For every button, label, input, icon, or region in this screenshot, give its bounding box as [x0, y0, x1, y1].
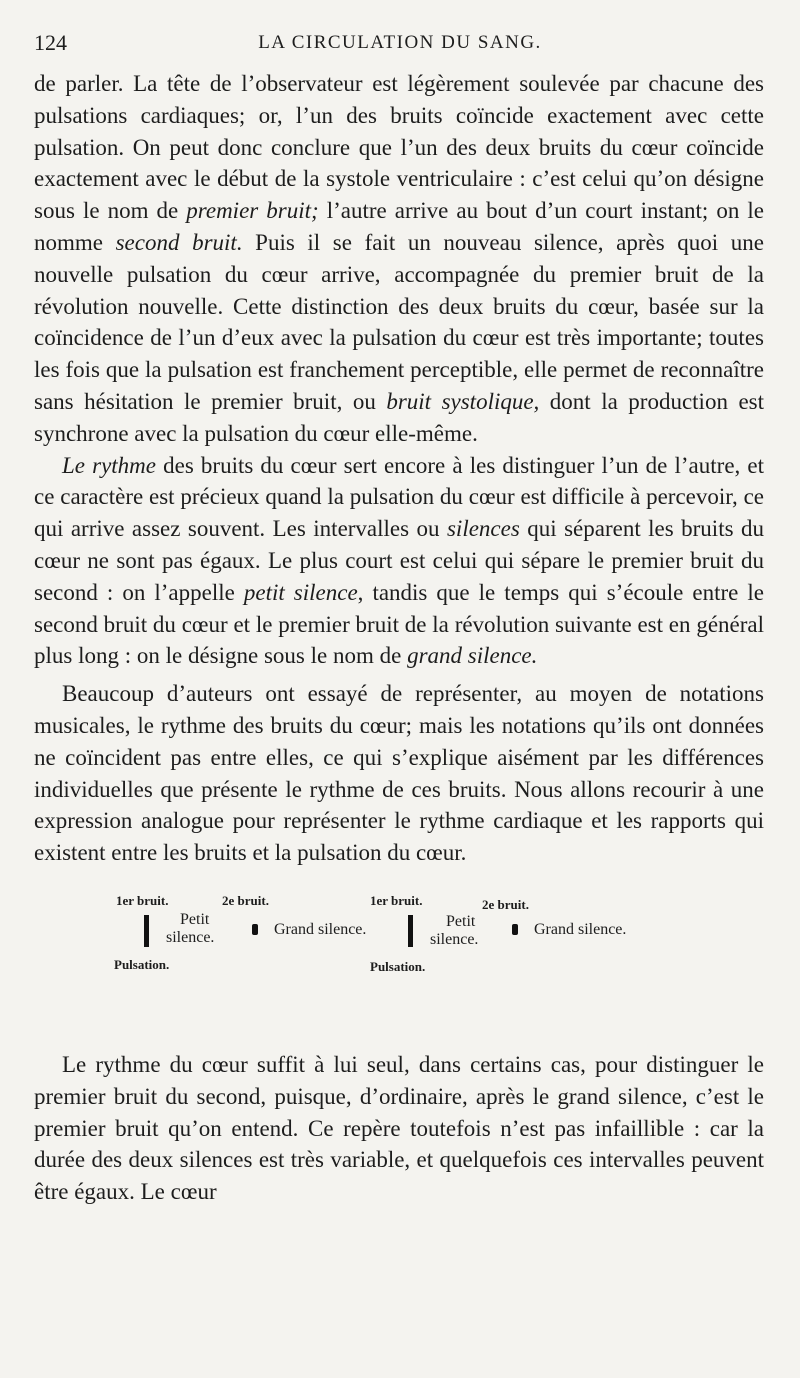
pulsation-label: Pulsation. [114, 956, 170, 972]
short-silence-line2: silence. [166, 928, 215, 946]
short-silence-line2: silence. [430, 930, 479, 948]
italic-term: Le rythme [62, 452, 156, 478]
pulsation-label: Pulsation. [370, 958, 426, 974]
first-sound-label: 1er bruit. [116, 892, 169, 908]
first-sound-label: 1er bruit. [370, 892, 423, 908]
long-silence-label: Grand silence. [534, 920, 627, 938]
italic-term: bruit systolique, [386, 388, 540, 414]
italic-term: premier bruit; [186, 198, 319, 224]
page-header [34, 30, 766, 64]
text-run: Beaucoup d’auteurs ont essayé de représenter, au moyen de notations musicales, le rythme des bruits du cœur; mais les notations qu’ils ont données ne coïncident pas entre elles, ce qui s’explique aisément par les différences individuelles que présente le rythme de ces bruits. Nous allons recourir à une expression analogue pour représenter le rythme cardiaque et les rapports qui existent entre les bruits et la pulsation du cœur. [34, 681, 764, 866]
pulsation-bar [408, 915, 413, 947]
text-run: Puis il se fait un nouveau silence, après quoi une nouvelle pulsation du cœur arrive, accompagnée du premier bruit de la révolution nouvelle. Cette distinction des deux bruits du cœur, basée sur la coïncidence de l’un d’eux avec la pulsation du cœur est très importante; toutes les fois que la pulsation est franchement perceptible, elle permet de reconnaître sans hésitation le premier bruit, ou [34, 229, 765, 414]
italic-term: grand silence. [407, 643, 538, 669]
italic-term: silences [446, 516, 520, 542]
text-run: de parler. La tête de l’observateur est légèrement soulevée par chacune des pulsations cardiaques; or, l’un des bruits coïncide exactement avec cette pulsation. On peut donc conclure que l’un des deux bruits du cœur coïncide exactement avec le début de la systole ventriculaire : c’est celui qu’on désigne sous le nom de [34, 71, 764, 224]
text-run: des bruits du cœur sert encore à les distinguer l’un de l’autre, et ce caractère est précieux quand la pulsation du cœur est difficile à percevoir, ce qui arrive assez souvent. Les intervalles ou [34, 452, 764, 542]
text-run: Le rythme du cœur suffit à lui seul, dans certains cas, pour distinguer le premier bruit du second, puisque, d’ordinaire, après le grand silence, c’est le premier bruit qu’on entend. Ce repère toutefois n’est pas infaillible : car la durée des deux silences est très variable, et quelquefois ces intervalles peuvent être égaux. Le cœur [34, 1051, 764, 1205]
running-title: LA CIRCULATION DU SANG. [258, 32, 542, 53]
pulsation-bar [144, 915, 149, 947]
paragraph-repere [34, 1049, 764, 1208]
text-run: dont la production est synchrone avec la pulsation du cœur elle-même. [34, 388, 764, 446]
short-silence-line1: Petit [446, 912, 476, 930]
paragraph-notations [34, 678, 764, 869]
text-run: , tandis que le temps qui s’écoule entre le second bruit du cœur et le premier bruit de la révolution suivante est en général plus long : on le désigne sous le nom de [34, 579, 764, 669]
page-number: 124 [34, 30, 67, 55]
second-sound-label: 2e bruit. [222, 892, 269, 908]
short-silence-line1: Petit [180, 910, 210, 928]
long-silence-label: Grand silence. [274, 920, 367, 938]
second-sound-mark [512, 924, 518, 935]
second-sound-mark [252, 924, 258, 935]
text-run: qui séparent les bruits du cœur ne sont pas égaux. Le plus court est celui qui sépare le premier bruit du second : on l’appelle [34, 516, 764, 605]
body-text [34, 68, 764, 1208]
italic-term: petit silence [243, 579, 358, 605]
text-run: l’autre arrive au bout d’un court instant; on le nomme [34, 198, 764, 255]
italic-term: second bruit. [115, 229, 243, 255]
rhythm-figure [34, 891, 764, 1029]
paragraph-bruits [34, 68, 764, 450]
second-sound-label: 2e bruit. [482, 896, 529, 912]
paragraph-rythme [34, 450, 764, 673]
